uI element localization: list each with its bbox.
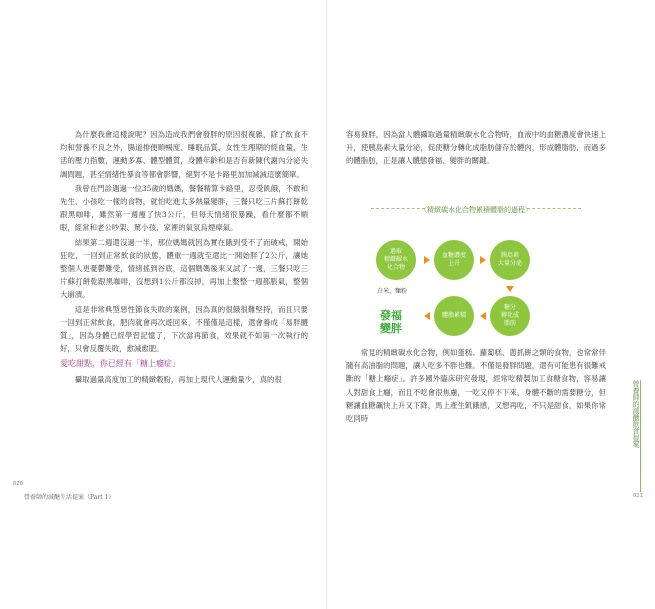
left-body-text: [60, 128, 308, 387]
node-caption: 白米、麵粉: [377, 288, 408, 295]
node-label: 過取 精緻碳水 化合物: [383, 248, 408, 271]
section-subheading: 愛吃甜點，你已經有「糖上癮症」: [60, 359, 180, 369]
page-number: 021: [633, 493, 643, 499]
arrow-down-icon: [506, 286, 514, 292]
paragraph: 這是非常典型惡性節食失敗的案例，因為真的很餓很難堅持，而且只要一回到正常飲食，肥肉就會再次遊回來，不僅僅是這樣，還會養成「易胖體質」，因為身體已經學習記憶了，下次當再節食，效果就不如第一次執行的好，只會反覆失敗，愈減愈肥。: [60, 304, 308, 354]
arrow-right-icon: [424, 256, 430, 264]
node-fat-accumulation: [434, 296, 474, 336]
page-footer: 營養師的減醣生活提案（Part 1）: [24, 494, 115, 501]
paragraph: 常見的精緻碳水化合物，例如蛋糕、蘿蔔糕、蔥抓餅之類的食物，也常常伴隨有高油脂的問題，讓人吃多不胖也難。不僅是發胖問題，還有可能患有很難戒斷的「糖上癮症」。許多國外臨床研究發現，經常吃精製加工食糖食物，容易讓人對甜食上癮，而且不吃會很焦慮，一吃又停不下來，身體不斷的需要糖分，但糖讓血糖飆快上升又下降，馬上產生飢餓感，又想再吃，不只是甜食，如果你常吃同時: [346, 348, 606, 424]
node-carb-intake: [376, 240, 416, 280]
paragraph: 為什麼我會這樣說呢？因為造成我們會發胖的原因很複雜，除了飲食不均和營養不良之外，腸道排便順暢度、睡眠品質、女性生理期的經血量、生活的壓力指數，運動多寡、體型體質，身體年齡和是否有新陳代謝內分泌失調問題，甚至情緒性暴食等都會影響，絕對不是卡路里加加減減這麼簡單。: [60, 130, 308, 179]
node-label: 體脂累積: [441, 312, 466, 319]
node-label: 胰島素 大量分泌: [497, 252, 522, 267]
paragraph: 攝取過量高度加工的精緻穀粉，再加上現代人運動量少，真的很: [74, 374, 282, 384]
paragraph: 容易發胖，因為當人體攝取過量精緻碳水化合物時，血液中的血糖濃度會快速上升，使胰島素大量分泌，促使糖分轉化成脂肪儲存於體內，形成體脂肪，而過多的體脂肪，正是讓人體態發福、變胖的關鍵。: [346, 130, 606, 166]
node-sugar-to-fat: [490, 296, 530, 336]
right-top-text: [346, 128, 606, 169]
node-label: 糖分 轉化成 脂肪: [500, 304, 519, 327]
left-page: [0, 0, 327, 609]
right-bottom-text: [346, 346, 606, 426]
result-label: 發福 變胖: [380, 309, 402, 335]
paragraph: 我曾在門診遇過一位35歲的媽媽，餐餐精算卡路里，忍受飢餓，不敢和先生、小孩吃一樣的食物，就怕吃進太多熱量變胖，三餐只吃三片蘇打餅乾跟黑咖啡，雖然第一週瘦了快3公斤，但每天情緒很暴躁，看什麼都不順眼，經常和老公吵架、罵小孩，家裡的氣氛烏煙瘴氣。: [60, 183, 308, 233]
right-page: [328, 0, 655, 609]
node-label: 血糖濃度 上升: [441, 252, 466, 267]
side-title-rule: [640, 380, 641, 492]
page-number: 020: [13, 481, 23, 487]
arrow-left-icon: [480, 312, 486, 320]
paragraph: 結果第二週還沒過一半，那位媽媽就因為實在餓到受不了而破戒，開始狂吃，一回到正常飲食的狀態，體重一週就至還比一開始胖了2公斤，讓她整個人更憂鬱難受，情緒搖到谷底，這個媽媽後來又試了一週，三餐只吃三片蘇打餅乾跟黑咖啡，沒想到1公斤都沒掉，再加上整整一週都脹氣，整個大崩潰。: [60, 237, 308, 300]
arrow-left-icon: [424, 312, 430, 320]
arrow-right-icon: [480, 256, 486, 264]
diagram-title: 〈精緻碳水化合物累積體脂的過程〉: [420, 206, 532, 214]
node-blood-sugar: [434, 240, 474, 280]
chapter-side-title: 營養師的減醣飲食提案: [631, 380, 639, 448]
node-insulin: [490, 240, 530, 280]
